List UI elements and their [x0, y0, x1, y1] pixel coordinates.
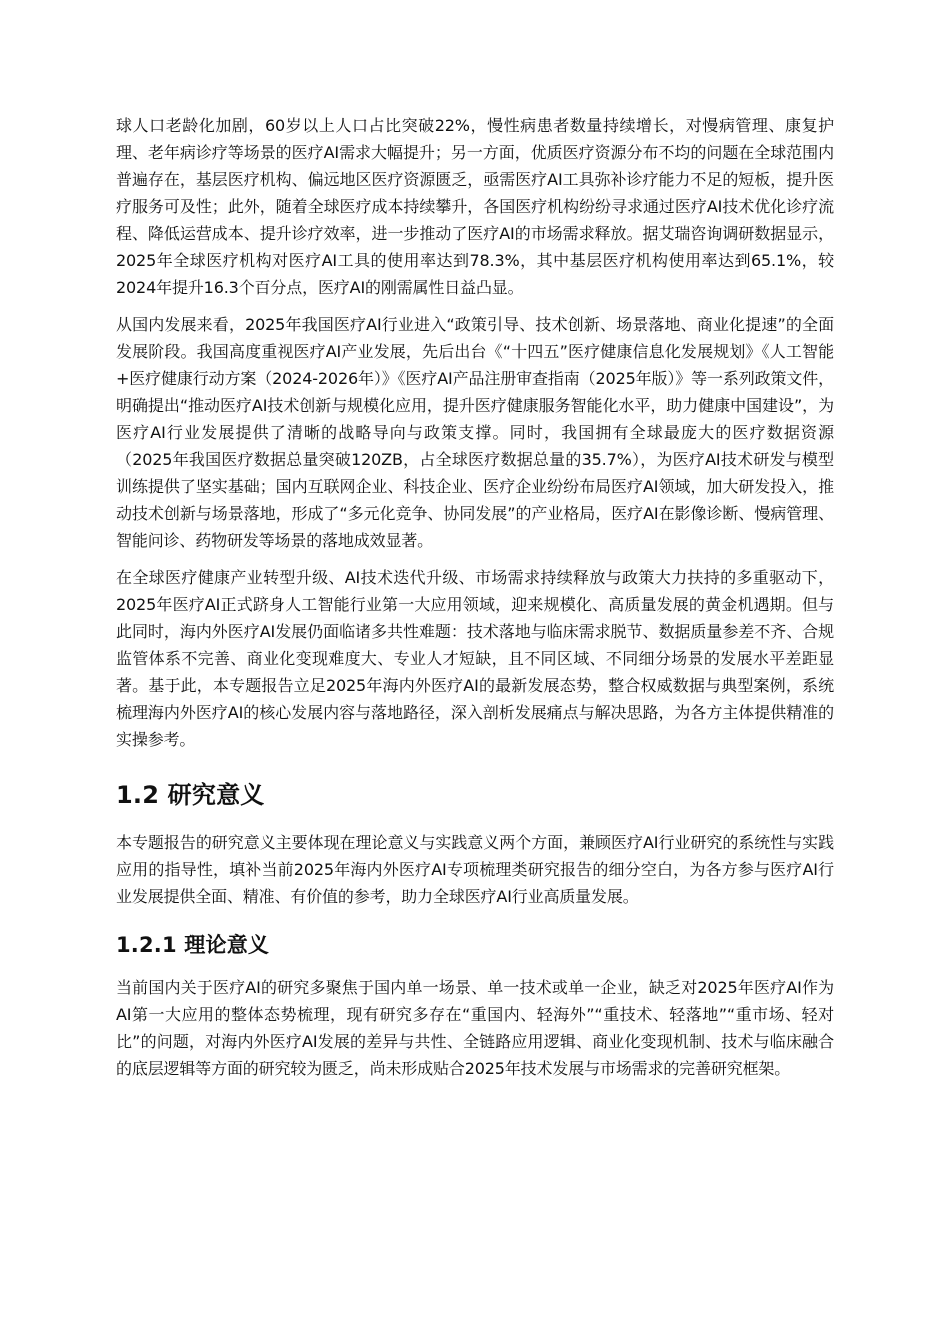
subsection-heading-theoretical-significance: 1.2.1 理论意义	[116, 933, 270, 957]
body-paragraph-research-significance: 本专题报告的研究意义主要体现在理论意义与实践意义两个方面，兼顾医疗AI行业研究的系统性与实践应用的指导性，填补当前2025年海内外医疗AI专项梳理类研究报告的细分空白，为各方参与医疗AI行业发展提供全面、精准、有价值的参考，助力全球医疗AI行业高质量发展。	[116, 833, 834, 906]
section-heading-research-significance: 1.2 研究意义	[116, 781, 265, 809]
body-paragraph-global-demand: 球人口老龄化加剧，60岁以上人口占比突破22%，慢性病患者数量持续增长，对慢病管理、康复护理、老年病诊疗等场景的医疗AI需求大幅提升；另一方面，优质医疗资源分布不均的问题在全球范围内普遍存在，基层医疗机构、偏远地区医疗资源匮乏，亟需医疗AI工具弥补诊疗能力不足的短板，提升医疗服务可及性；此外，随着全球医疗成本持续攀升，各国医疗机构纷纷寻求通过医疗AI技术优化诊疗流程、降低运营成本、提升诊疗效率，进一步推动了医疗AI的市场需求释放。据艾瑞咨询调研数据显示，2025年全球医疗机构对医疗AI工具的使用率达到78.3%，其中基层医疗机构使用率达到65.1%，较2024年提升16.3个百分点，医疗AI的刚需属性日益凸显。	[116, 116, 834, 297]
document-page	[116, 112, 834, 1092]
body-paragraph-domestic-development: 从国内发展来看，2025年我国医疗AI行业进入“政策引导、技术创新、场景落地、商业化提速”的全面发展阶段。我国高度重视医疗AI产业发展，先后出台《“十四五”医疗健康信息化发展规划》《人工智能+医疗健康行动方案（2024-2026年）》《医疗AI产品注册审查指南（2025年版）》等一系列政策文件，明确提出“推动医疗AI技术创新与规模化应用，提升医疗健康服务智能化水平，助力健康中国建设”，为医疗AI行业发展提供了清晰的战略导向与政策支撑。同时，我国拥有全球最庞大的医疗数据资源（2025年我国医疗数据总量突破120ZB，占全球医疗数据总量的35.7%），为医疗AI技术研发与模型训练提供了坚实基础；国内互联网企业、科技企业、医疗企业纷纷布局医疗AI领域，加大研发投入，推动技术创新与场景落地，形成了“多元化竞争、协同发展”的产业格局，医疗AI在影像诊断、慢病管理、智能问诊、药物研发等场景的落地成效显著。	[116, 315, 834, 550]
body-paragraph-theoretical-significance: 当前国内关于医疗AI的研究多聚焦于国内单一场景、单一技术或单一企业，缺乏对2025年医疗AI作为AI第一大应用的整体态势梳理，现有研究多存在“重国内、轻海外”“重技术、轻落地”“重市场、轻对比”的问题，对海内外医疗AI发展的差异与共性、全链路应用逻辑、商业化变现机制、技术与临床融合的底层逻辑等方面的研究较为匮乏，尚未形成贴合2025年技术发展与市场需求的完善研究框架。	[116, 978, 834, 1078]
body-paragraph-opportunities-challenges: 在全球医疗健康产业转型升级、AI技术迭代升级、市场需求持续释放与政策大力扶持的多重驱动下，2025年医疗AI正式跻身人工智能行业第一大应用领域，迎来规模化、高质量发展的黄金机遇期。但与此同时，海内外医疗AI发展仍面临诸多共性难题：技术落地与临床需求脱节、数据质量参差不齐、合规监管体系不完善、商业化变现难度大、专业人才短缺，且不同区域、不同细分场景的发展水平差距显著。基于此，本专题报告立足2025年海内外医疗AI的最新发展态势，整合权威数据与典型案例，系统梳理海内外医疗AI的核心发展内容与落地路径，深入剖析发展痛点与解决思路，为各方主体提供精准的实操参考。	[116, 568, 834, 749]
